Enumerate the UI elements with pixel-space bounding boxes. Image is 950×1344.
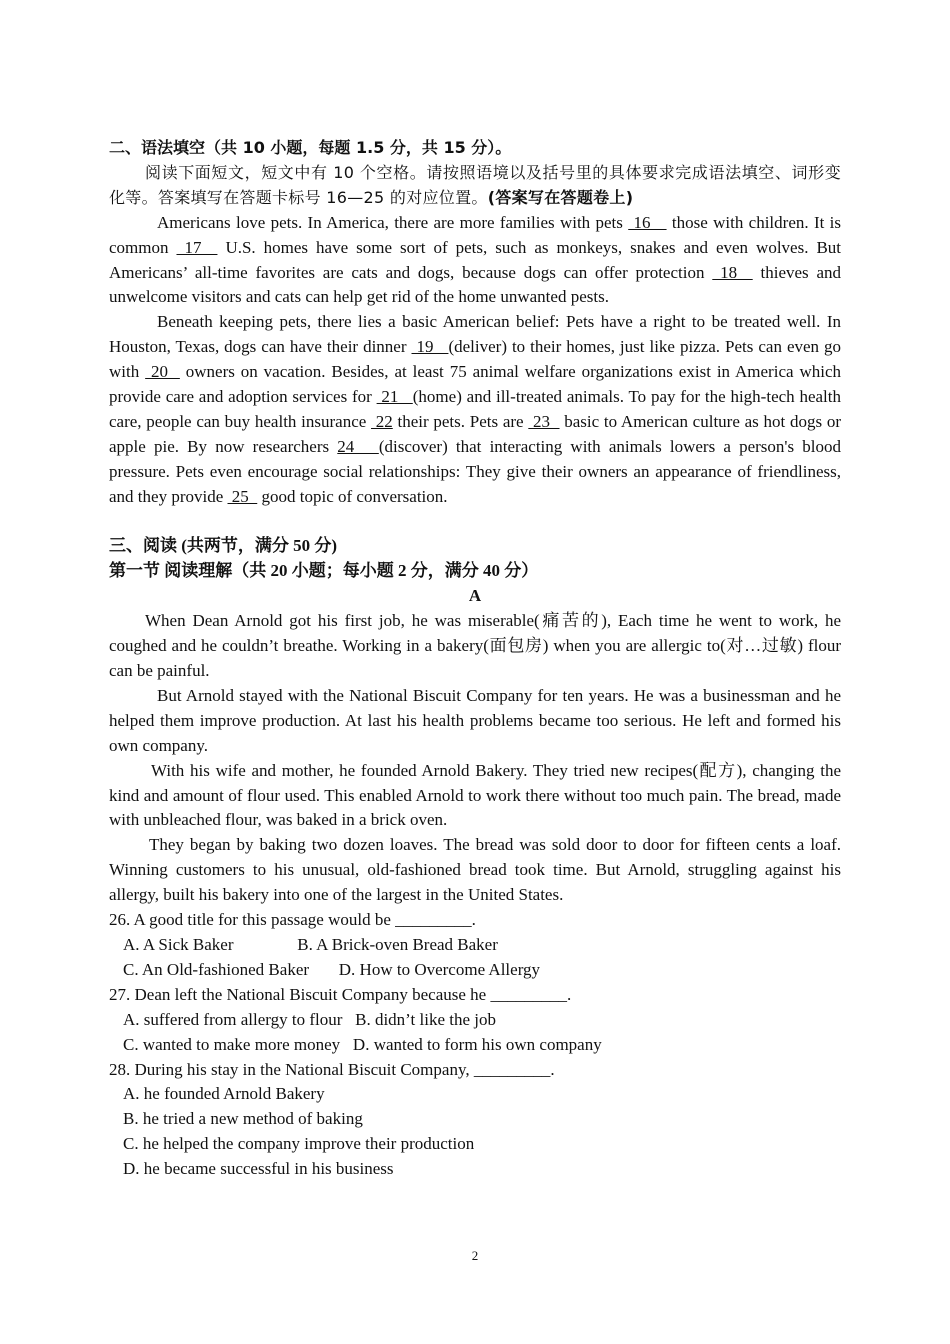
- question-options: C. wanted to make more money D. wanted to form his own company: [123, 1034, 602, 1054]
- question-stem: 27. Dean left the National Biscuit Company because he _________.: [109, 984, 572, 1004]
- section2-instruction: [109, 161, 841, 211]
- blank-19: 19: [411, 337, 449, 357]
- text-run: (discover) that interacting with animals lowers a person's blood pressure. Pets even encourage social relationships: They give their owners an appearance of friendliness, and they provide: [109, 436, 842, 506]
- grammar-paragraph-1: [109, 211, 841, 311]
- question-option-a: A. he founded Arnold Bakery: [123, 1084, 325, 1104]
- question-option-d: D. he became successful in his business: [123, 1159, 394, 1179]
- section3-heading: 三、阅读 (共两节，满分 50 分): [109, 536, 338, 556]
- passage-paragraph-1: When Dean Arnold got his first job, he was miserable(痛苦的), Each time he went to work, he coughed and he couldn’t breathe. Working in a bakery(面包房) when you are allergic to(对…过敏) flour can be painful.: [109, 611, 841, 681]
- grammar-paragraph-2: [109, 310, 841, 509]
- blank-24: 24: [337, 436, 379, 456]
- question-options: C. An Old-fashioned Baker D. How to Overcome Allergy: [123, 959, 541, 979]
- text-run: basic to American culture as hot dogs or apple pie. By now researchers: [109, 411, 841, 456]
- blank-17: 17: [176, 237, 218, 257]
- text-run: Beneath keeping pets, there lies a basic American belief: Pets have a right to be treated well. In Houston, Texas, dogs can have their dinner: [109, 312, 841, 357]
- text-run: (deliver) to their homes, just like pizza. Pets can even go with: [109, 337, 842, 382]
- passage-paragraph-2: But Arnold stayed with the National Biscuit Company for ten years. He was a businessman and he helped them improve production. At last his health problems became too serious. He left and formed his own company.: [109, 685, 841, 755]
- text-run: (home) and ill-treated animals. To pay for the high-tech health care, people can buy health insurance: [109, 387, 841, 431]
- blank-21: 21: [376, 387, 413, 407]
- question-option-c: C. he helped the company improve their production: [123, 1134, 475, 1154]
- question-stem: 28. During his stay in the National Biscuit Company, _________.: [109, 1059, 555, 1079]
- spacer: [109, 510, 841, 535]
- blank-22: 22: [371, 411, 393, 431]
- question-options: A. A Sick Baker B. A Brick-oven Bread Baker: [123, 934, 498, 954]
- section2-heading: 二、语法填空（共 10 小题，每题 1.5 分，共 15 分）。: [109, 138, 512, 157]
- passage-paragraph-4: They began by baking two dozen loaves. The bread was sold door to door for fifteen cents a loaf. Winning customers to his unusual, old-fashioned bread took time. But Arnold, struggling against his allergy, built his bakery into one of the largest in the United States.: [109, 835, 841, 905]
- text-run: Americans love pets. In America, there are more families with pets: [157, 212, 629, 232]
- passage-label: A: [468, 586, 482, 606]
- question-27: [109, 983, 841, 1058]
- text-run: good topic of conversation.: [257, 486, 448, 506]
- text-run: owners on vacation. Besides, at least 75 animal welfare organizations exist in America which provide care and adoption services for: [109, 362, 841, 407]
- blank-16: 16: [628, 212, 667, 232]
- question-option-b: B. he tried a new method of baking: [123, 1109, 363, 1129]
- question-26: [109, 908, 841, 983]
- blank-23: 23: [528, 411, 560, 431]
- page-content: [109, 136, 841, 1182]
- question-28: [109, 1058, 841, 1183]
- instruction-text: 阅读下面短文，短文中有 10 个空格。请按照语境以及括号里的具体要求完成语法填空、词形变化等。答案填写在答题卡标号 16—25 的对应位置。: [109, 162, 841, 207]
- page-number: 2: [471, 1248, 479, 1263]
- blank-18: 18: [712, 262, 753, 282]
- instruction-note: (答案写在答题卷上): [487, 187, 634, 207]
- question-options: A. suffered from allergy to flour B. didn’t like the job: [123, 1009, 496, 1029]
- passage-paragraph-3: With his wife and mother, he founded Arnold Bakery. They tried new recipes(配方), changing the kind and amount of flour used. This enabled Arnold to work there without too much pain. The bread, made with unbleached flour, was baked in a brick oven.: [109, 760, 841, 830]
- text-run: U.S. homes have some sort of pets, such as monkeys, snakes and even wolves. But Americans’ all-time favorites are cats and dogs, because dogs can offer protection: [109, 237, 842, 282]
- blank-20: 20: [145, 362, 180, 382]
- text-run: those with children. It is common: [109, 212, 842, 257]
- text-run: their pets. Pets are: [392, 411, 529, 431]
- blank-25: 25: [227, 486, 258, 506]
- text-run: thieves and unwelcome visitors and cats can help get rid of the home unwanted pests.: [109, 262, 842, 307]
- question-stem: 26. A good title for this passage would be _________.: [109, 910, 476, 930]
- section3-subheading: 第一节 阅读理解（共 20 小题；每小题 2 分，满分 40 分）: [109, 561, 539, 581]
